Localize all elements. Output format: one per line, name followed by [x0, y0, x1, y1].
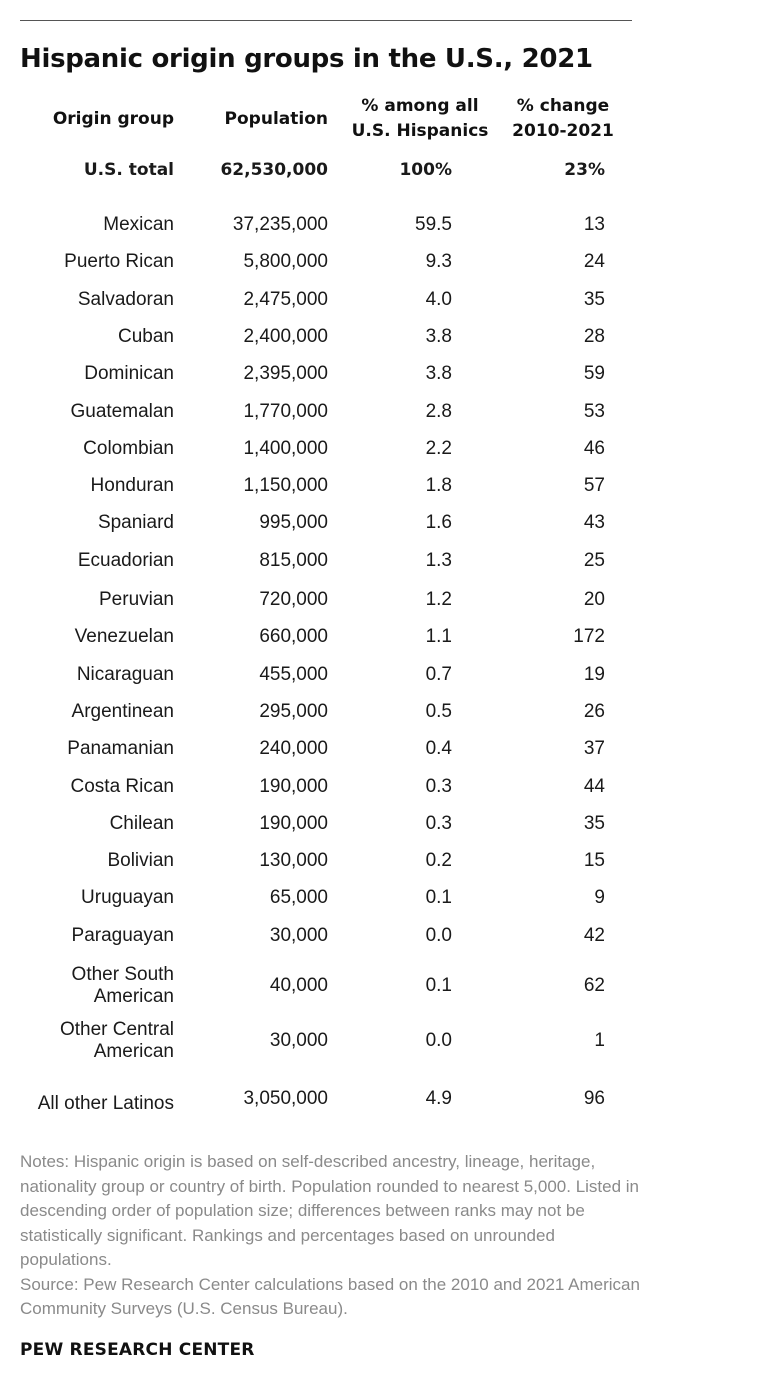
notes-text: Notes: Hispanic origin is based on self-described ancestry, lineage, heritage, nationality group or country of birth. Population rounded to nearest 5,000. Listed in descending order of population size; differences between ranks may not be statistically significant. Rankings and percentages based on unrounded populations. [20, 1152, 640, 1269]
population-cell: 37,235,000 [232, 214, 328, 235]
change-cell: 96 [583, 1088, 605, 1109]
origin-group-cell: Salvadoran [77, 289, 174, 310]
change-cell: 44 [583, 776, 605, 797]
change-cell: 20 [583, 589, 605, 610]
header-origin-group: Origin group [52, 109, 174, 129]
header-share-line2: U.S. Hispanics [351, 121, 489, 141]
share-cell: 0.0 [425, 925, 452, 946]
origin-group-cell: Dominican [84, 363, 174, 384]
change-cell: 43 [583, 512, 605, 533]
change-cell: 13 [583, 214, 605, 235]
population-cell: 190,000 [259, 776, 328, 797]
notes-block [20, 1150, 640, 1322]
share-cell: 0.4 [425, 738, 452, 759]
population-cell: 1,770,000 [243, 401, 328, 422]
change-cell: 35 [583, 289, 605, 310]
population-cell: 1,150,000 [243, 475, 328, 496]
origin-group-cell: Other Central American [59, 1019, 174, 1062]
population-cell: 1,400,000 [243, 438, 328, 459]
header-share [340, 94, 500, 144]
brand-logo-text: PEW RESEARCH CENTER [20, 1340, 255, 1360]
change-cell: 19 [583, 664, 605, 685]
population-cell: 240,000 [259, 738, 328, 759]
page-title: Hispanic origin groups in the U.S., 2021 [20, 44, 593, 74]
change-cell: 26 [583, 701, 605, 722]
share-cell: 4.9 [425, 1088, 452, 1109]
share-cell: 0.1 [425, 887, 452, 908]
share-cell: 0.0 [425, 1030, 452, 1051]
change-cell: 15 [583, 850, 605, 871]
source-text: Source: Pew Research Center calculations based on the 2010 and 2021 American Community Surveys (U.S. Census Bureau). [20, 1274, 640, 1318]
total-population: 62,530,000 [220, 160, 328, 180]
origin-group-cell: All other Latinos [37, 1093, 174, 1114]
share-cell: 2.8 [425, 401, 452, 422]
origin-group-cell: Bolivian [107, 850, 174, 871]
origin-group-cell: Mexican [103, 214, 174, 235]
share-cell: 1.2 [425, 589, 452, 610]
population-cell: 720,000 [259, 589, 328, 610]
share-cell: 3.8 [425, 363, 452, 384]
origin-group-cell: Puerto Rican [64, 251, 174, 272]
share-cell: 0.2 [425, 850, 452, 871]
top-rule [20, 20, 632, 21]
share-cell: 4.0 [425, 289, 452, 310]
total-name: U.S. total [83, 160, 174, 180]
population-cell: 65,000 [269, 887, 328, 908]
change-cell: 57 [583, 475, 605, 496]
population-cell: 130,000 [259, 850, 328, 871]
population-cell: 40,000 [269, 975, 328, 996]
share-cell: 0.3 [425, 813, 452, 834]
change-cell: 53 [583, 401, 605, 422]
change-cell: 37 [583, 738, 605, 759]
population-cell: 455,000 [259, 664, 328, 685]
share-cell: 9.3 [425, 251, 452, 272]
origin-group-cell: Argentinean [71, 701, 174, 722]
share-cell: 1.8 [425, 475, 452, 496]
change-cell: 42 [583, 925, 605, 946]
population-cell: 190,000 [259, 813, 328, 834]
population-cell: 2,475,000 [243, 289, 328, 310]
population-cell: 995,000 [259, 512, 328, 533]
change-cell: 24 [583, 251, 605, 272]
origin-group-cell: Chilean [109, 813, 174, 834]
header-change-line1: % change [516, 96, 610, 116]
population-cell: 295,000 [259, 701, 328, 722]
share-cell: 0.3 [425, 776, 452, 797]
header-share-line1: % among all [361, 96, 479, 116]
origin-group-cell: Nicaraguan [76, 664, 174, 685]
change-cell: 9 [594, 887, 605, 908]
header-population: Population [224, 109, 328, 129]
population-cell: 3,050,000 [243, 1088, 328, 1109]
origin-group-cell: Spaniard [97, 512, 174, 533]
population-cell: 660,000 [259, 626, 328, 647]
origin-group-cell: Uruguayan [81, 887, 174, 908]
total-change: 23% [564, 160, 605, 180]
share-cell: 2.2 [425, 438, 452, 459]
population-cell: 30,000 [269, 925, 328, 946]
origin-group-cell: Venezuelan [74, 626, 174, 647]
change-cell: 28 [583, 326, 605, 347]
origin-group-cell: Ecuadorian [77, 550, 174, 571]
origin-group-cell: Colombian [83, 438, 174, 459]
origin-group-cell: Cuban [118, 326, 174, 347]
share-cell: 1.1 [425, 626, 452, 647]
change-cell: 25 [583, 550, 605, 571]
share-cell: 0.1 [425, 975, 452, 996]
change-cell: 59 [583, 363, 605, 384]
change-cell: 172 [573, 626, 605, 647]
share-cell: 59.5 [415, 214, 452, 235]
share-cell: 0.7 [425, 664, 452, 685]
change-cell: 35 [583, 813, 605, 834]
origin-group-cell: Honduran [90, 475, 174, 496]
header-change-line2: 2010-2021 [512, 121, 614, 141]
origin-group-cell: Peruvian [99, 589, 174, 610]
total-share: 100% [399, 160, 452, 180]
origin-group-cell: Costa Rican [70, 776, 174, 797]
header-change [492, 94, 634, 144]
origin-group-cell: Guatemalan [70, 401, 174, 422]
origin-group-cell: Panamanian [67, 738, 174, 759]
population-cell: 2,400,000 [243, 326, 328, 347]
share-cell: 1.3 [425, 550, 452, 571]
population-cell: 2,395,000 [243, 363, 328, 384]
change-cell: 46 [583, 438, 605, 459]
share-cell: 1.6 [425, 512, 452, 533]
change-cell: 1 [594, 1030, 605, 1051]
change-cell: 62 [583, 975, 605, 996]
population-cell: 5,800,000 [243, 251, 328, 272]
origin-group-cell: Other South American [71, 964, 174, 1007]
origin-group-cell: Paraguayan [71, 925, 174, 946]
population-cell: 30,000 [269, 1030, 328, 1051]
share-cell: 3.8 [425, 326, 452, 347]
share-cell: 0.5 [425, 701, 452, 722]
population-cell: 815,000 [259, 550, 328, 571]
